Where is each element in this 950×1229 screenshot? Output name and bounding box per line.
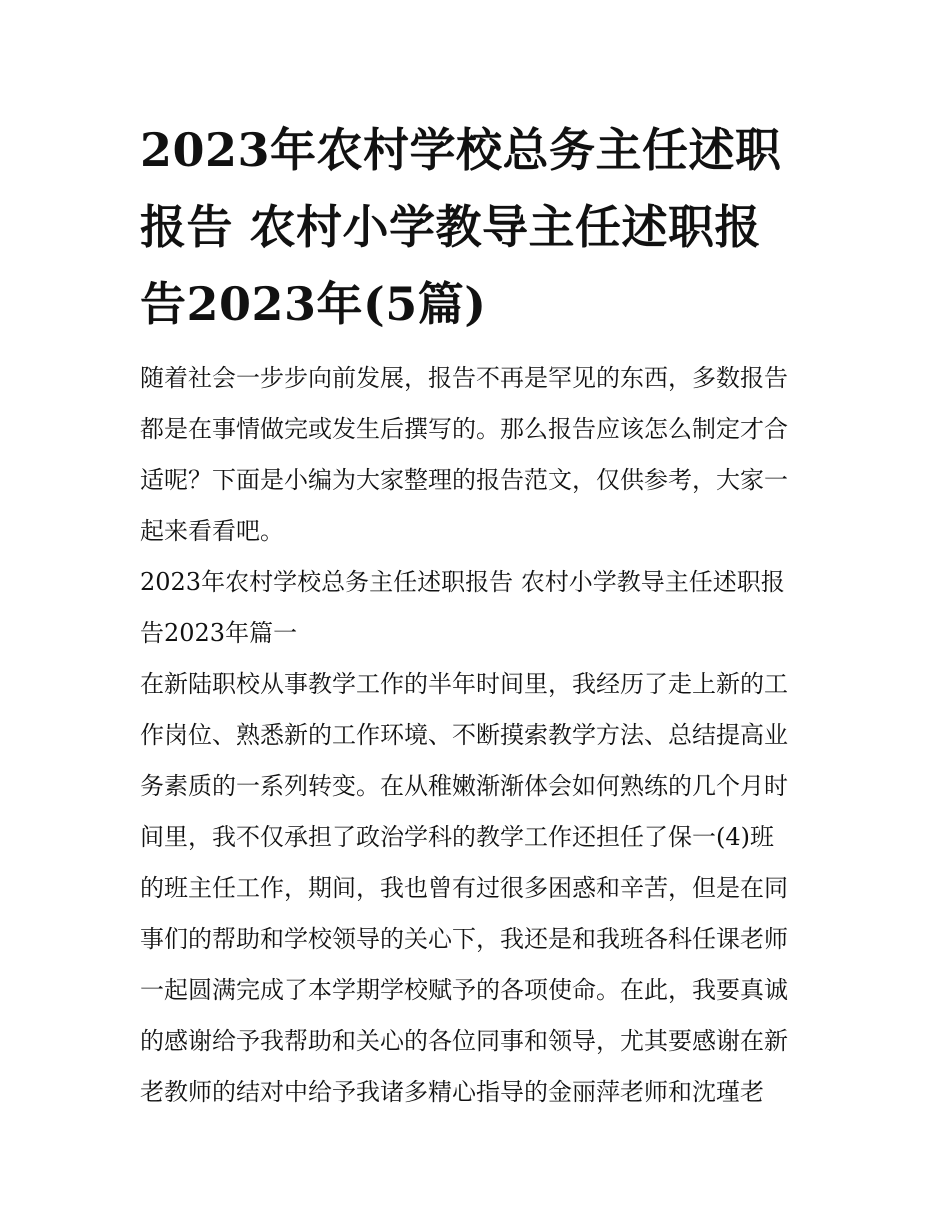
document-page: [140, 112, 812, 1118]
section-heading: 2023年农村学校总务主任述职报告 农村小学教导主任述职报 告2023年篇一: [140, 568, 785, 647]
document-title: 2023年农村学校总务主任述职 报告 农村小学教导主任述职报 告2023年(5篇): [140, 123, 782, 331]
body-paragraph: 在新陆职校从事教学工作的半年时间里，我经历了走上新的工 作岗位、熟悉新的工作环境、不断摸索教学方法、总结提高业 务素质的一系列转变。在从稚嫩渐渐体会如何熟练的几个月时 间里，我不仅承担了政治学科的教学工作还担任了保一(4)班 的班主任工作，期间，我也曾有过很多困惑和辛苦，但是在同 事们的帮助和学校领导的关心下，我还是和我班各科任课老师 一起圆满完成了本学期学校赋予的各项使命。在此，我要真诚 的感谢给予我帮助和关心的各位同事和领导，尤其要感谢在新 老教师的结对中给予我诸多精心指导的金丽萍老师和沈瑾老: [140, 670, 788, 1106]
intro-paragraph: 随着社会一步步向前发展，报告不再是罕见的东西，多数报告 都是在事情做完或发生后撰写的。那么报告应该怎么制定才合 适呢？下面是小编为大家整理的报告范文，仅供参考，大家一 起来看看吧。: [140, 364, 788, 545]
